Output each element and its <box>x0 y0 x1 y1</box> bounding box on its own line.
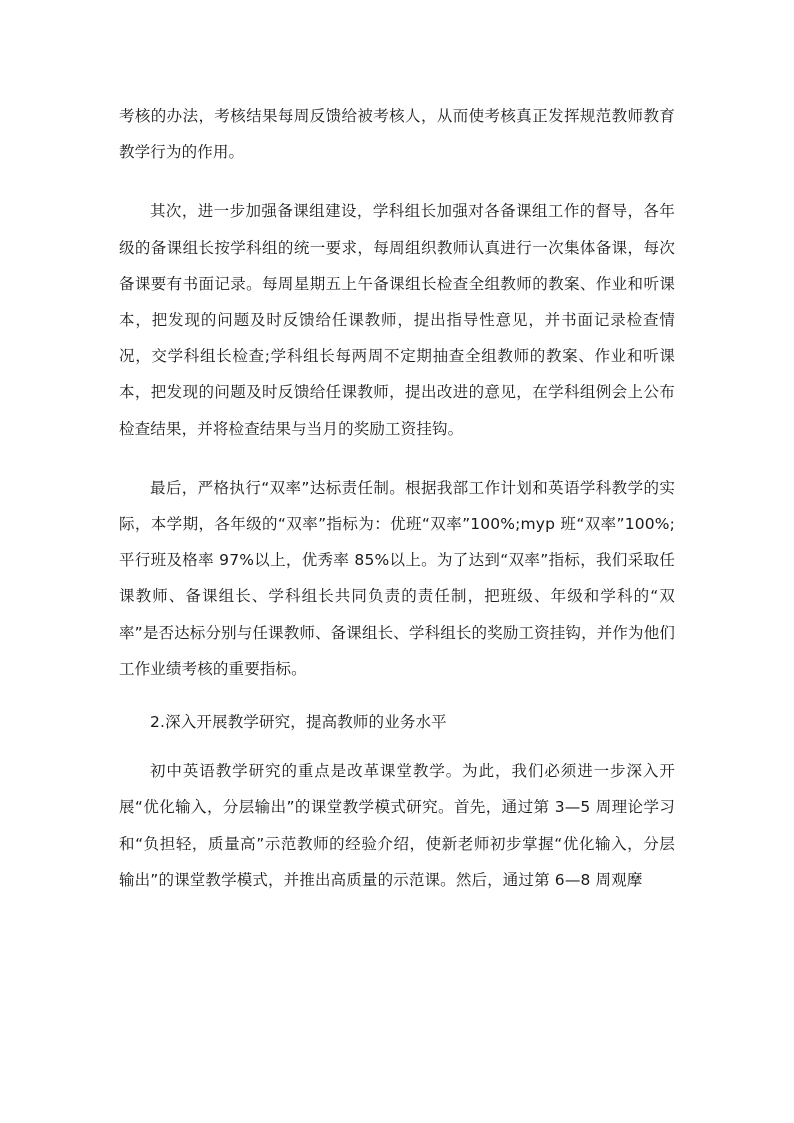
document-body <box>119 98 675 898</box>
paragraph-classroom-reform: 初中英语教学研究的重点是改革课堂教学。为此，我们必须进一步深入开展“优化输入，分层输出”的课堂教学模式研究。首先，通过第 3—5 周理论学习和“负担轻，质量高”示范教师的经验介绍，使新老师初步掌握“优化输入，分层输出”的课堂教学模式，并推出高质量的示范课。然后，通过第 6—8 周观摩 <box>119 762 675 889</box>
paragraph-lesson-prep-groups: 其次，进一步加强备课组建设，学科组长加强对各备课组工作的督导，各年级的备课组长按学科组的统一要求，每周组织教师认真进行一次集体备课，每次备课要有书面记录。每周星期五上午备课组长检查全组教师的教案、作业和听课本，把发现的问题及时反馈给任课教师，提出指导性意见，并书面记录检查情况，交学科组长检查;学科组长每两周不定期抽查全组教师的教案、作业和听课本，把发现的问题及时反馈给任课教师，提出改进的意见，在学科组例会上公布检查结果，并将检查结果与当月的奖励工资挂钩。 <box>119 202 675 438</box>
paragraph-assessment-continuation: 考核的办法，考核结果每周反馈给被考核人，从而使考核真正发挥规范教师教育教学行为的作用。 <box>119 107 675 162</box>
paragraph-dual-rate-responsibility: 最后，严格执行“双率”达标责任制。根据我部工作计划和英语学科教学的实际，本学期，各年级的“双率”指标为：优班“双率”100%;myp 班“双率”100%;平行班及格率 97%以上，优秀率 85%以上。为了达到“双率”指标，我们采取任课教师、备课组长、学科组长共同负责的责任制，把班级、年级和学科的“双率”是否达标分别与任课教师、备课组长、学科组长的奖励工资挂钩，并作为他们工作业绩考核的重要指标。 <box>119 478 675 678</box>
section-heading-teaching-research: 2.深入开展教学研究，提高教师的业务水平 <box>150 713 447 732</box>
